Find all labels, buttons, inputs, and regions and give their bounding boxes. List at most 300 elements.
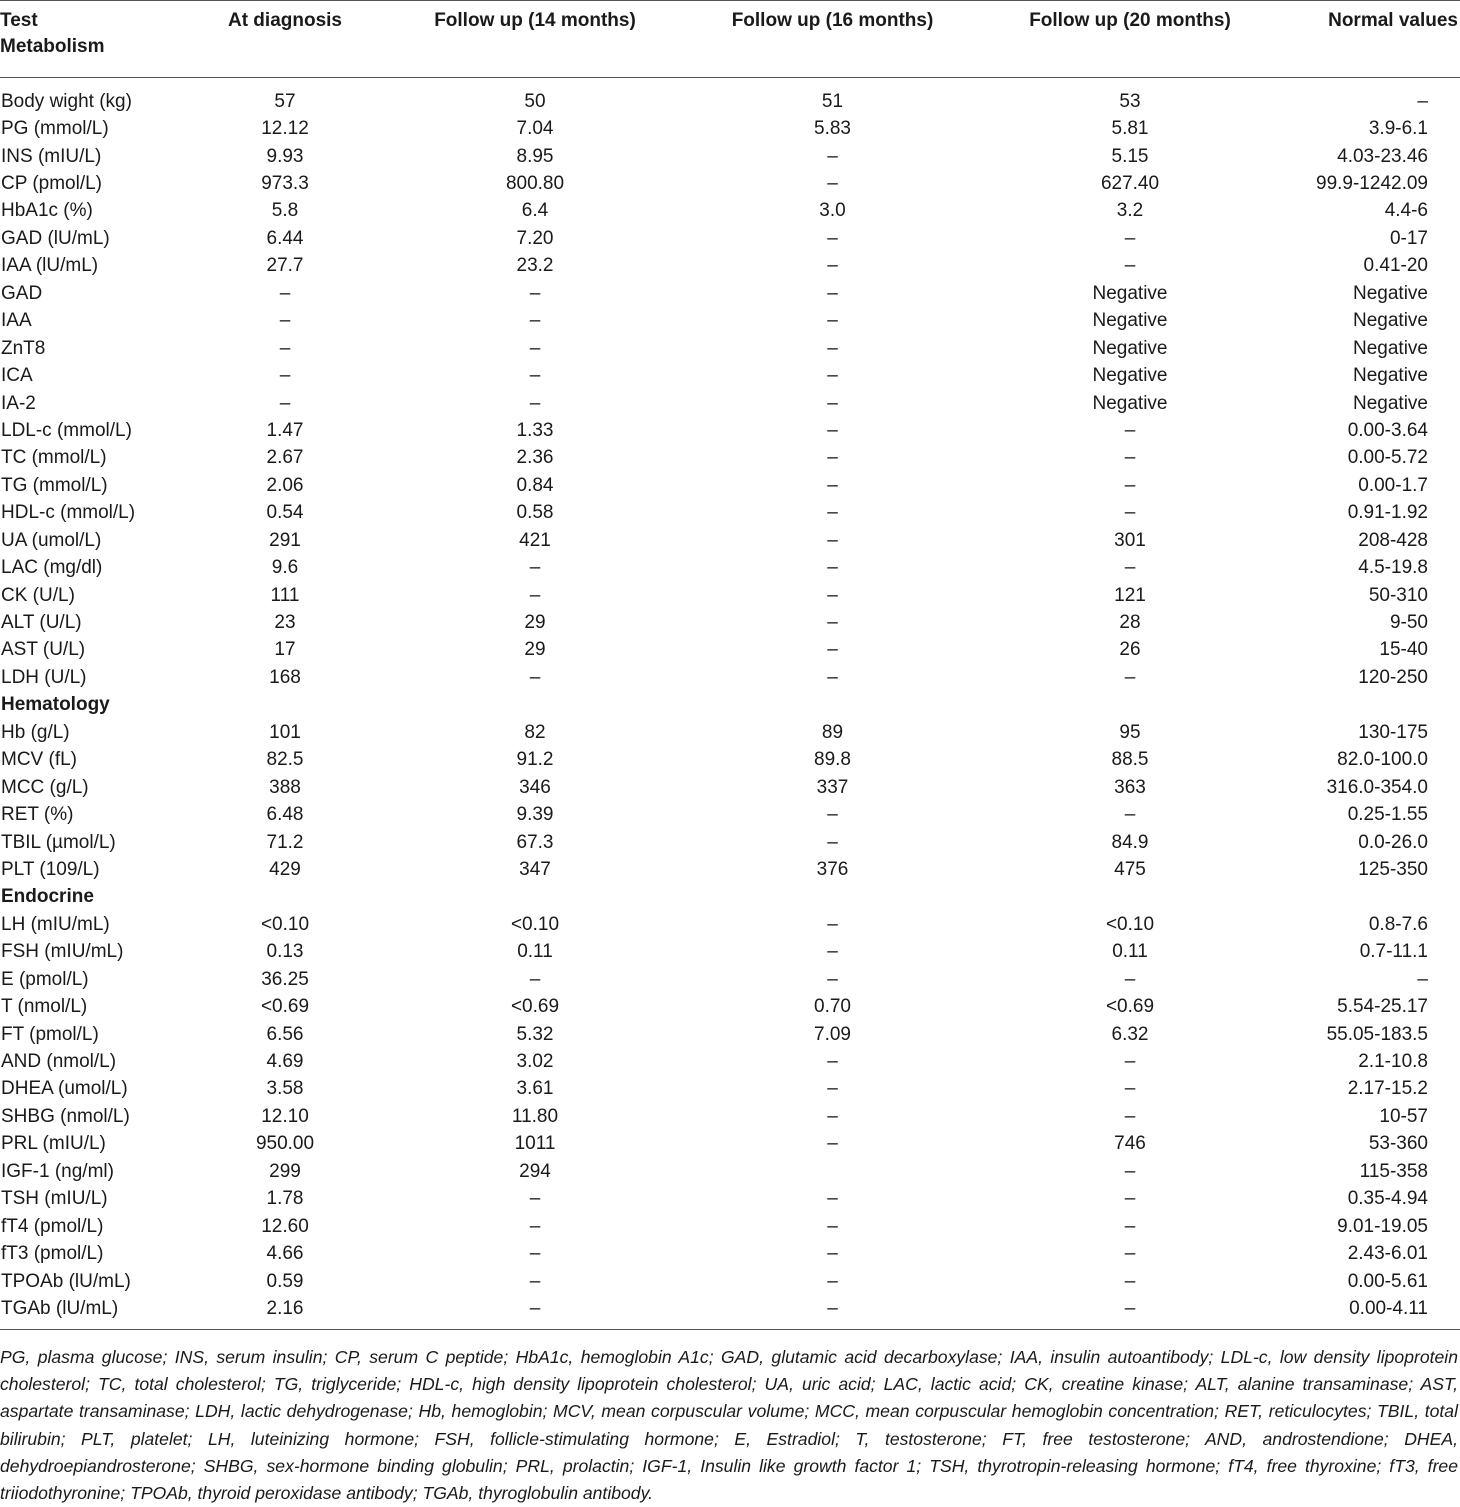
result-cell: – xyxy=(827,557,838,579)
normal-value-cell: 0.41-20 xyxy=(1363,255,1428,277)
result-cell: – xyxy=(529,1243,541,1265)
result-cell: 71.2 xyxy=(266,831,304,853)
table-row xyxy=(0,637,1460,664)
result-cell: 9.6 xyxy=(271,557,299,579)
result-cell: <0.69 xyxy=(1105,996,1155,1018)
result-cell: – xyxy=(827,227,838,249)
normal-value-cell: 10-57 xyxy=(1379,1105,1428,1127)
result-cell: 3.61 xyxy=(516,1078,554,1100)
result-cell: – xyxy=(1124,227,1136,249)
test-name-cell: TC (mmol/L) xyxy=(1,447,107,469)
spacer-row xyxy=(0,76,1460,88)
table-row xyxy=(0,170,1460,197)
table-row xyxy=(0,472,1460,499)
normal-value-cell: 115-358 xyxy=(1359,1160,1428,1182)
result-cell: Negative xyxy=(1092,365,1168,387)
normal-value-cell: 0.8-7.6 xyxy=(1368,913,1428,935)
test-name-cell: TPOAb (lU/mL) xyxy=(1,1270,131,1292)
result-cell: 950.00 xyxy=(255,1133,315,1155)
result-cell: 5.83 xyxy=(814,118,851,140)
result-cell: – xyxy=(279,392,291,414)
result-cell: 294 xyxy=(519,1160,551,1182)
bottom-rule xyxy=(0,1329,1460,1330)
result-cell: 376 xyxy=(816,858,849,880)
result-cell: – xyxy=(827,282,838,304)
result-cell: 11.80 xyxy=(511,1105,559,1127)
result-cell: – xyxy=(827,1215,838,1237)
result-cell: 337 xyxy=(816,776,849,798)
test-name-cell: PLT (109/L) xyxy=(1,858,100,880)
table-row xyxy=(0,115,1460,142)
column-header-text: At diagnosis xyxy=(227,10,342,31)
result-cell: 421 xyxy=(519,529,551,551)
result-cell: – xyxy=(827,1188,838,1210)
result-cell: – xyxy=(827,502,838,524)
test-name-cell: CP (pmol/L) xyxy=(1,173,103,195)
normal-value-cell: 0.00-3.64 xyxy=(1347,419,1428,441)
result-cell: – xyxy=(1124,1051,1136,1073)
table-row xyxy=(0,417,1460,444)
header-row xyxy=(0,8,1460,76)
normal-value-cell: Negative xyxy=(1353,310,1428,332)
table-row xyxy=(0,143,1460,170)
result-cell: 363 xyxy=(1114,776,1146,798)
result-cell: – xyxy=(827,365,838,387)
result-cell: – xyxy=(529,1297,541,1319)
table-row xyxy=(0,719,1460,746)
result-cell: – xyxy=(827,639,838,661)
result-cell: 1.47 xyxy=(266,419,304,441)
result-cell: 50 xyxy=(524,90,546,112)
table-row xyxy=(0,911,1460,938)
result-cell: 0.84 xyxy=(516,474,554,496)
test-name-cell: fT4 (pmol/L) xyxy=(1,1215,104,1237)
normal-value-cell: 99.9-1242.09 xyxy=(1316,173,1428,195)
table-row xyxy=(0,1186,1460,1213)
normal-value-cell: – xyxy=(1417,90,1428,112)
normal-value-cell: 4.5-19.8 xyxy=(1358,557,1428,579)
table-row xyxy=(0,280,1460,307)
table-row xyxy=(0,1158,1460,1185)
result-cell: 1011 xyxy=(514,1133,556,1155)
normal-value-cell: 130-175 xyxy=(1358,721,1428,743)
normal-value-cell: 5.54-25.17 xyxy=(1337,996,1428,1018)
test-name-cell: GAD (lU/mL) xyxy=(1,227,110,249)
test-name-cell: INS (mIU/L) xyxy=(1,145,102,167)
normal-value-cell: 208-428 xyxy=(1358,529,1428,551)
result-cell: 23.2 xyxy=(516,255,554,277)
column-header xyxy=(395,8,675,76)
result-cell: 67.3 xyxy=(516,831,554,853)
result-cell: – xyxy=(1124,502,1136,524)
result-cell: 627.40 xyxy=(1100,173,1160,195)
result-cell: – xyxy=(529,1188,541,1210)
normal-value-cell: 0.00-5.72 xyxy=(1347,447,1428,469)
result-cell: – xyxy=(827,1133,838,1155)
result-cell: – xyxy=(279,365,291,387)
result-cell: 17 xyxy=(274,639,296,661)
table-row xyxy=(0,1268,1460,1295)
result-cell: 6.56 xyxy=(266,1023,304,1045)
column-header xyxy=(175,8,395,76)
test-name-cell: Hb (g/L) xyxy=(1,721,70,743)
table-row xyxy=(0,308,1460,335)
test-name-cell: ALT (U/L) xyxy=(1,612,82,634)
result-cell: – xyxy=(1124,557,1136,579)
test-name-cell: TSH (mIU/L) xyxy=(1,1188,108,1210)
result-cell: 8.95 xyxy=(516,145,554,167)
result-cell: – xyxy=(279,310,291,332)
table-row xyxy=(0,747,1460,774)
result-cell: 0.11 xyxy=(517,941,553,963)
normal-value-cell: 15-40 xyxy=(1379,639,1428,661)
result-cell: 89.8 xyxy=(814,749,851,771)
table-row xyxy=(0,582,1460,609)
result-cell: 6.4 xyxy=(521,200,549,222)
result-cell: 5.8 xyxy=(271,200,299,222)
result-cell: 2.36 xyxy=(516,447,554,469)
result-cell: Negative xyxy=(1092,392,1168,414)
table-row xyxy=(0,445,1460,472)
result-cell: 101 xyxy=(269,721,301,743)
column-header-text: Normal values xyxy=(1328,10,1458,31)
column-header xyxy=(1270,8,1460,76)
result-cell: 9.93 xyxy=(266,145,304,167)
result-cell: – xyxy=(827,145,838,167)
normal-value-cell: 2.43-6.01 xyxy=(1347,1243,1428,1265)
result-cell: 12.12 xyxy=(261,118,309,140)
result-cell: – xyxy=(529,666,541,688)
table-row xyxy=(0,253,1460,280)
table-row xyxy=(0,1131,1460,1158)
result-cell: 23 xyxy=(274,612,296,634)
result-cell: Negative xyxy=(1092,282,1168,304)
normal-value-cell: 4.4-6 xyxy=(1384,200,1428,222)
result-cell: 6.48 xyxy=(266,804,304,826)
normal-value-cell: 0.00-4.11 xyxy=(1349,1297,1428,1319)
result-cell: 6.44 xyxy=(266,227,304,249)
result-cell: – xyxy=(827,173,838,195)
normal-value-cell: 0.00-5.61 xyxy=(1347,1270,1428,1292)
result-cell: – xyxy=(827,447,838,469)
result-cell: – xyxy=(827,337,838,359)
result-cell: 121 xyxy=(1114,584,1146,606)
result-cell: – xyxy=(529,1215,541,1237)
result-cell: – xyxy=(529,310,541,332)
test-name-cell: T (nmol/L) xyxy=(1,996,88,1018)
result-cell: – xyxy=(827,1243,838,1265)
result-cell: 28 xyxy=(1119,612,1141,634)
top-rule xyxy=(0,0,1460,1)
normal-value-cell: 0.35-4.94 xyxy=(1347,1188,1428,1210)
result-cell: <0.69 xyxy=(510,996,560,1018)
result-cell: – xyxy=(1124,1215,1136,1237)
result-cell: – xyxy=(827,255,838,277)
column-header xyxy=(675,8,990,76)
normal-value-cell: 4.03-23.46 xyxy=(1337,145,1428,167)
normal-value-cell: 2.1-10.8 xyxy=(1358,1051,1428,1073)
result-cell: 301 xyxy=(1114,529,1146,551)
column-header xyxy=(990,8,1270,76)
table-row xyxy=(0,362,1460,389)
result-cell: – xyxy=(279,337,291,359)
table-row xyxy=(0,856,1460,883)
section-heading: Hematology xyxy=(1,694,110,716)
test-name-cell: MCC (g/L) xyxy=(1,776,89,798)
column-header-text: Metabolism xyxy=(0,36,105,57)
result-cell: 88.5 xyxy=(1111,749,1149,771)
result-cell: 2.67 xyxy=(266,447,304,469)
result-cell: 168 xyxy=(269,666,301,688)
result-cell: – xyxy=(1124,474,1136,496)
table-row xyxy=(0,829,1460,856)
result-cell: 36.25 xyxy=(261,968,309,990)
result-cell: <0.10 xyxy=(510,913,560,935)
column-header xyxy=(0,8,175,76)
result-cell: – xyxy=(1124,1270,1136,1292)
test-name-cell: ICA xyxy=(1,365,33,387)
table-row xyxy=(0,966,1460,993)
section-heading: Endocrine xyxy=(1,886,94,908)
result-cell: 4.66 xyxy=(266,1243,304,1265)
test-name-cell: LDH (U/L) xyxy=(1,666,87,688)
result-cell: <0.10 xyxy=(1105,913,1155,935)
table-row xyxy=(0,1295,1460,1322)
test-name-cell: HbA1c (%) xyxy=(1,200,93,222)
result-cell: 91.2 xyxy=(516,749,554,771)
result-cell: – xyxy=(827,941,838,963)
result-cell: – xyxy=(827,1297,838,1319)
result-cell: 82.5 xyxy=(266,749,304,771)
result-cell: 0.70 xyxy=(814,996,851,1018)
result-cell: 6.32 xyxy=(1111,1023,1149,1045)
test-name-cell: LH (mIU/mL) xyxy=(1,913,110,935)
test-name-cell: DHEA (umol/L) xyxy=(1,1078,128,1100)
result-cell: 3.2 xyxy=(1116,200,1144,222)
result-cell: – xyxy=(1124,1105,1136,1127)
test-name-cell: FT (pmol/L) xyxy=(1,1023,99,1045)
result-cell: 973.3 xyxy=(261,173,309,195)
result-cell: 347 xyxy=(519,858,551,880)
result-cell: 29 xyxy=(524,612,546,634)
normal-value-cell: 2.17-15.2 xyxy=(1347,1078,1428,1100)
test-name-cell: ZnT8 xyxy=(1,337,46,359)
result-cell: 0.59 xyxy=(266,1270,304,1292)
result-cell: 7.04 xyxy=(516,118,554,140)
table-row xyxy=(0,609,1460,636)
table-row xyxy=(0,554,1460,581)
table-header xyxy=(0,8,1460,76)
result-cell: – xyxy=(1124,447,1136,469)
test-name-cell: IAA xyxy=(1,310,32,332)
result-cell: – xyxy=(1124,1078,1136,1100)
table-row xyxy=(0,1048,1460,1075)
result-cell: – xyxy=(529,392,541,414)
normal-value-cell: 55.05-183.5 xyxy=(1326,1023,1428,1045)
lab-results-table xyxy=(0,8,1460,1323)
table-row xyxy=(0,993,1460,1020)
table-row xyxy=(0,1021,1460,1048)
test-name-cell: FSH (mIU/mL) xyxy=(1,941,124,963)
result-cell: 388 xyxy=(269,776,301,798)
result-cell: – xyxy=(827,1105,838,1127)
result-cell: Negative xyxy=(1092,310,1168,332)
result-cell: 5.81 xyxy=(1111,118,1149,140)
normal-value-cell: Negative xyxy=(1353,392,1428,414)
result-cell: 7.09 xyxy=(814,1023,851,1045)
result-cell: 29 xyxy=(524,639,546,661)
result-cell: – xyxy=(1124,1243,1136,1265)
result-cell: 475 xyxy=(1114,858,1146,880)
result-cell: 291 xyxy=(269,529,301,551)
section-heading-row xyxy=(0,884,1460,911)
table-row xyxy=(0,774,1460,801)
test-name-cell: E (pmol/L) xyxy=(1,968,89,990)
result-cell: – xyxy=(827,1078,838,1100)
table-row xyxy=(0,801,1460,828)
result-cell xyxy=(675,1158,990,1185)
result-cell: 89 xyxy=(821,721,844,743)
result-cell: 26 xyxy=(1119,639,1141,661)
result-cell: – xyxy=(1124,1160,1136,1182)
result-cell: 51 xyxy=(821,90,844,112)
table-row xyxy=(0,88,1460,115)
result-cell: – xyxy=(529,584,541,606)
normal-value-cell: 120-250 xyxy=(1358,666,1428,688)
result-cell: – xyxy=(1124,968,1136,990)
test-name-cell: TG (mmol/L) xyxy=(1,474,108,496)
test-name-cell: SHBG (nmol/L) xyxy=(1,1105,130,1127)
table-row xyxy=(0,198,1460,225)
result-cell: 746 xyxy=(1114,1133,1146,1155)
result-cell: – xyxy=(1124,1188,1136,1210)
result-cell: Negative xyxy=(1092,337,1168,359)
result-cell: – xyxy=(529,968,541,990)
result-cell: 84.9 xyxy=(1111,831,1149,853)
result-cell: – xyxy=(827,666,838,688)
table-row xyxy=(0,500,1460,527)
result-cell: – xyxy=(827,968,838,990)
normal-value-cell: 0.91-1.92 xyxy=(1347,502,1428,524)
result-cell: – xyxy=(279,282,291,304)
test-name-cell: LDL-c (mmol/L) xyxy=(1,419,132,441)
table-row xyxy=(0,335,1460,362)
test-name-cell: Body wight (kg) xyxy=(1,90,132,112)
result-cell: 3.58 xyxy=(266,1078,304,1100)
result-cell: 3.02 xyxy=(516,1051,554,1073)
table-row xyxy=(0,527,1460,554)
result-cell: 1.33 xyxy=(516,419,554,441)
normal-value-cell: Negative xyxy=(1353,337,1428,359)
table-row xyxy=(0,939,1460,966)
result-cell: 346 xyxy=(519,776,551,798)
normal-value-cell: Negative xyxy=(1353,282,1428,304)
result-cell: – xyxy=(827,419,838,441)
result-cell: 0.11 xyxy=(1112,941,1148,963)
result-cell: 0.13 xyxy=(266,941,304,963)
result-cell: – xyxy=(1124,666,1136,688)
result-cell: 7.20 xyxy=(516,227,554,249)
result-cell: – xyxy=(827,474,838,496)
test-name-cell: PRL (mIU/L) xyxy=(1,1133,106,1155)
result-cell: – xyxy=(529,365,541,387)
normal-value-cell: 0.25-1.55 xyxy=(1347,804,1428,826)
test-name-cell: IAA (lU/mL) xyxy=(1,255,99,277)
result-cell: 95 xyxy=(1119,721,1141,743)
table-footnote: PG, plasma glucose; INS, serum insulin; CP, serum C peptide; HbA1c, hemoglobin A1c; GAD, glutamic acid decarboxylase; IAA, insulin autoantibody; LDL-c, low density lipoprotein cholesterol; TC, total cholesterol; TG, triglyceride; HDL-c, high density lipoprotein cholesterol; UA, uric acid; LAC, lactic acid; CK, creatine kinase; ALT, alanine transaminase; AST, aspartate transaminase; LDH, lactic dehydrogenase; Hb, hemoglobin; MCV, mean corpuscular volume; MCC, mean corpuscular hemoglobin concentration; RET, reticulocytes; TBIL, total bilirubin; PLT, platelet; LH, luteinizing hormone; FSH, follicle-stimulating hormone; E, Estradiol; T, testosterone; FT, free testosterone; AND, androstendione; DHEA, dehydroepiandrosterone; SHBG, sex-hormone binding globulin; PRL, prolactin; IGF-1, Insulin like growth factor 1; TSH, thyrotropin-releasing hormone; fT4, free thyroxine; fT3, free triiodothyronine; TPOAb, thyroid peroxidase antibody; TGAb, thyroglobulin antibody. xyxy=(0,1347,1458,1504)
result-cell: 5.15 xyxy=(1111,145,1149,167)
test-name-cell: TGAb (lU/mL) xyxy=(1,1297,119,1319)
result-cell: 27.7 xyxy=(266,255,304,277)
result-cell: 12.10 xyxy=(261,1105,309,1127)
result-cell: – xyxy=(1124,255,1136,277)
result-cell: – xyxy=(827,529,838,551)
test-name-cell: IA-2 xyxy=(1,392,36,414)
result-cell: – xyxy=(827,1051,838,1073)
result-cell: 53 xyxy=(1119,90,1141,112)
section-heading-row xyxy=(0,692,1460,719)
normal-value-cell: 0.00-1.7 xyxy=(1358,474,1428,496)
test-name-cell: LAC (mg/dl) xyxy=(1,557,103,579)
result-cell: 299 xyxy=(269,1160,301,1182)
normal-value-cell: 50-310 xyxy=(1368,584,1428,606)
test-name-cell: HDL-c (mmol/L) xyxy=(1,502,136,524)
test-name-cell: AST (U/L) xyxy=(1,639,86,661)
result-cell: 0.54 xyxy=(266,502,304,524)
result-cell: – xyxy=(827,584,838,606)
normal-value-cell: 0.0-26.0 xyxy=(1358,831,1428,853)
result-cell: – xyxy=(827,913,838,935)
test-name-cell: fT3 (pmol/L) xyxy=(1,1243,104,1265)
result-cell: 9.39 xyxy=(516,804,554,826)
normal-value-cell: – xyxy=(1417,968,1428,990)
table-row xyxy=(0,390,1460,417)
result-cell: – xyxy=(827,804,838,826)
test-name-cell: RET (%) xyxy=(1,804,74,826)
test-name-cell: MCV (fL) xyxy=(1,749,77,771)
normal-value-cell: Negative xyxy=(1353,365,1428,387)
result-cell: 429 xyxy=(269,858,301,880)
test-name-cell: PG (mmol/L) xyxy=(1,118,109,140)
result-cell: 800.80 xyxy=(505,173,565,195)
normal-value-cell: 0.7-11.1 xyxy=(1359,941,1428,963)
table-row xyxy=(0,664,1460,691)
normal-value-cell: 316.0-354.0 xyxy=(1326,776,1428,798)
result-cell: – xyxy=(529,282,541,304)
normal-value-cell: 125-350 xyxy=(1358,858,1428,880)
table-row xyxy=(0,225,1460,252)
normal-value-cell: 0-17 xyxy=(1389,227,1428,249)
normal-value-cell: 9-50 xyxy=(1389,612,1428,634)
result-cell: – xyxy=(827,1270,838,1292)
test-name-cell: IGF-1 (ng/ml) xyxy=(1,1160,114,1182)
result-cell: – xyxy=(827,392,838,414)
test-name-cell: CK (U/L) xyxy=(1,584,75,606)
table-row xyxy=(0,1240,1460,1267)
result-cell: – xyxy=(1124,804,1136,826)
table-body xyxy=(0,76,1460,1323)
result-cell: 4.69 xyxy=(266,1051,304,1073)
result-cell: – xyxy=(529,337,541,359)
test-name-cell: TBIL (µmol/L) xyxy=(1,831,116,853)
normal-value-cell: 53-360 xyxy=(1368,1133,1428,1155)
result-cell: – xyxy=(827,831,838,853)
result-cell: 111 xyxy=(270,584,300,606)
table-row xyxy=(0,1103,1460,1130)
column-header-text: Follow up (16 months) xyxy=(731,10,934,31)
result-cell: 2.06 xyxy=(266,474,304,496)
column-header-text: Test xyxy=(0,10,38,31)
